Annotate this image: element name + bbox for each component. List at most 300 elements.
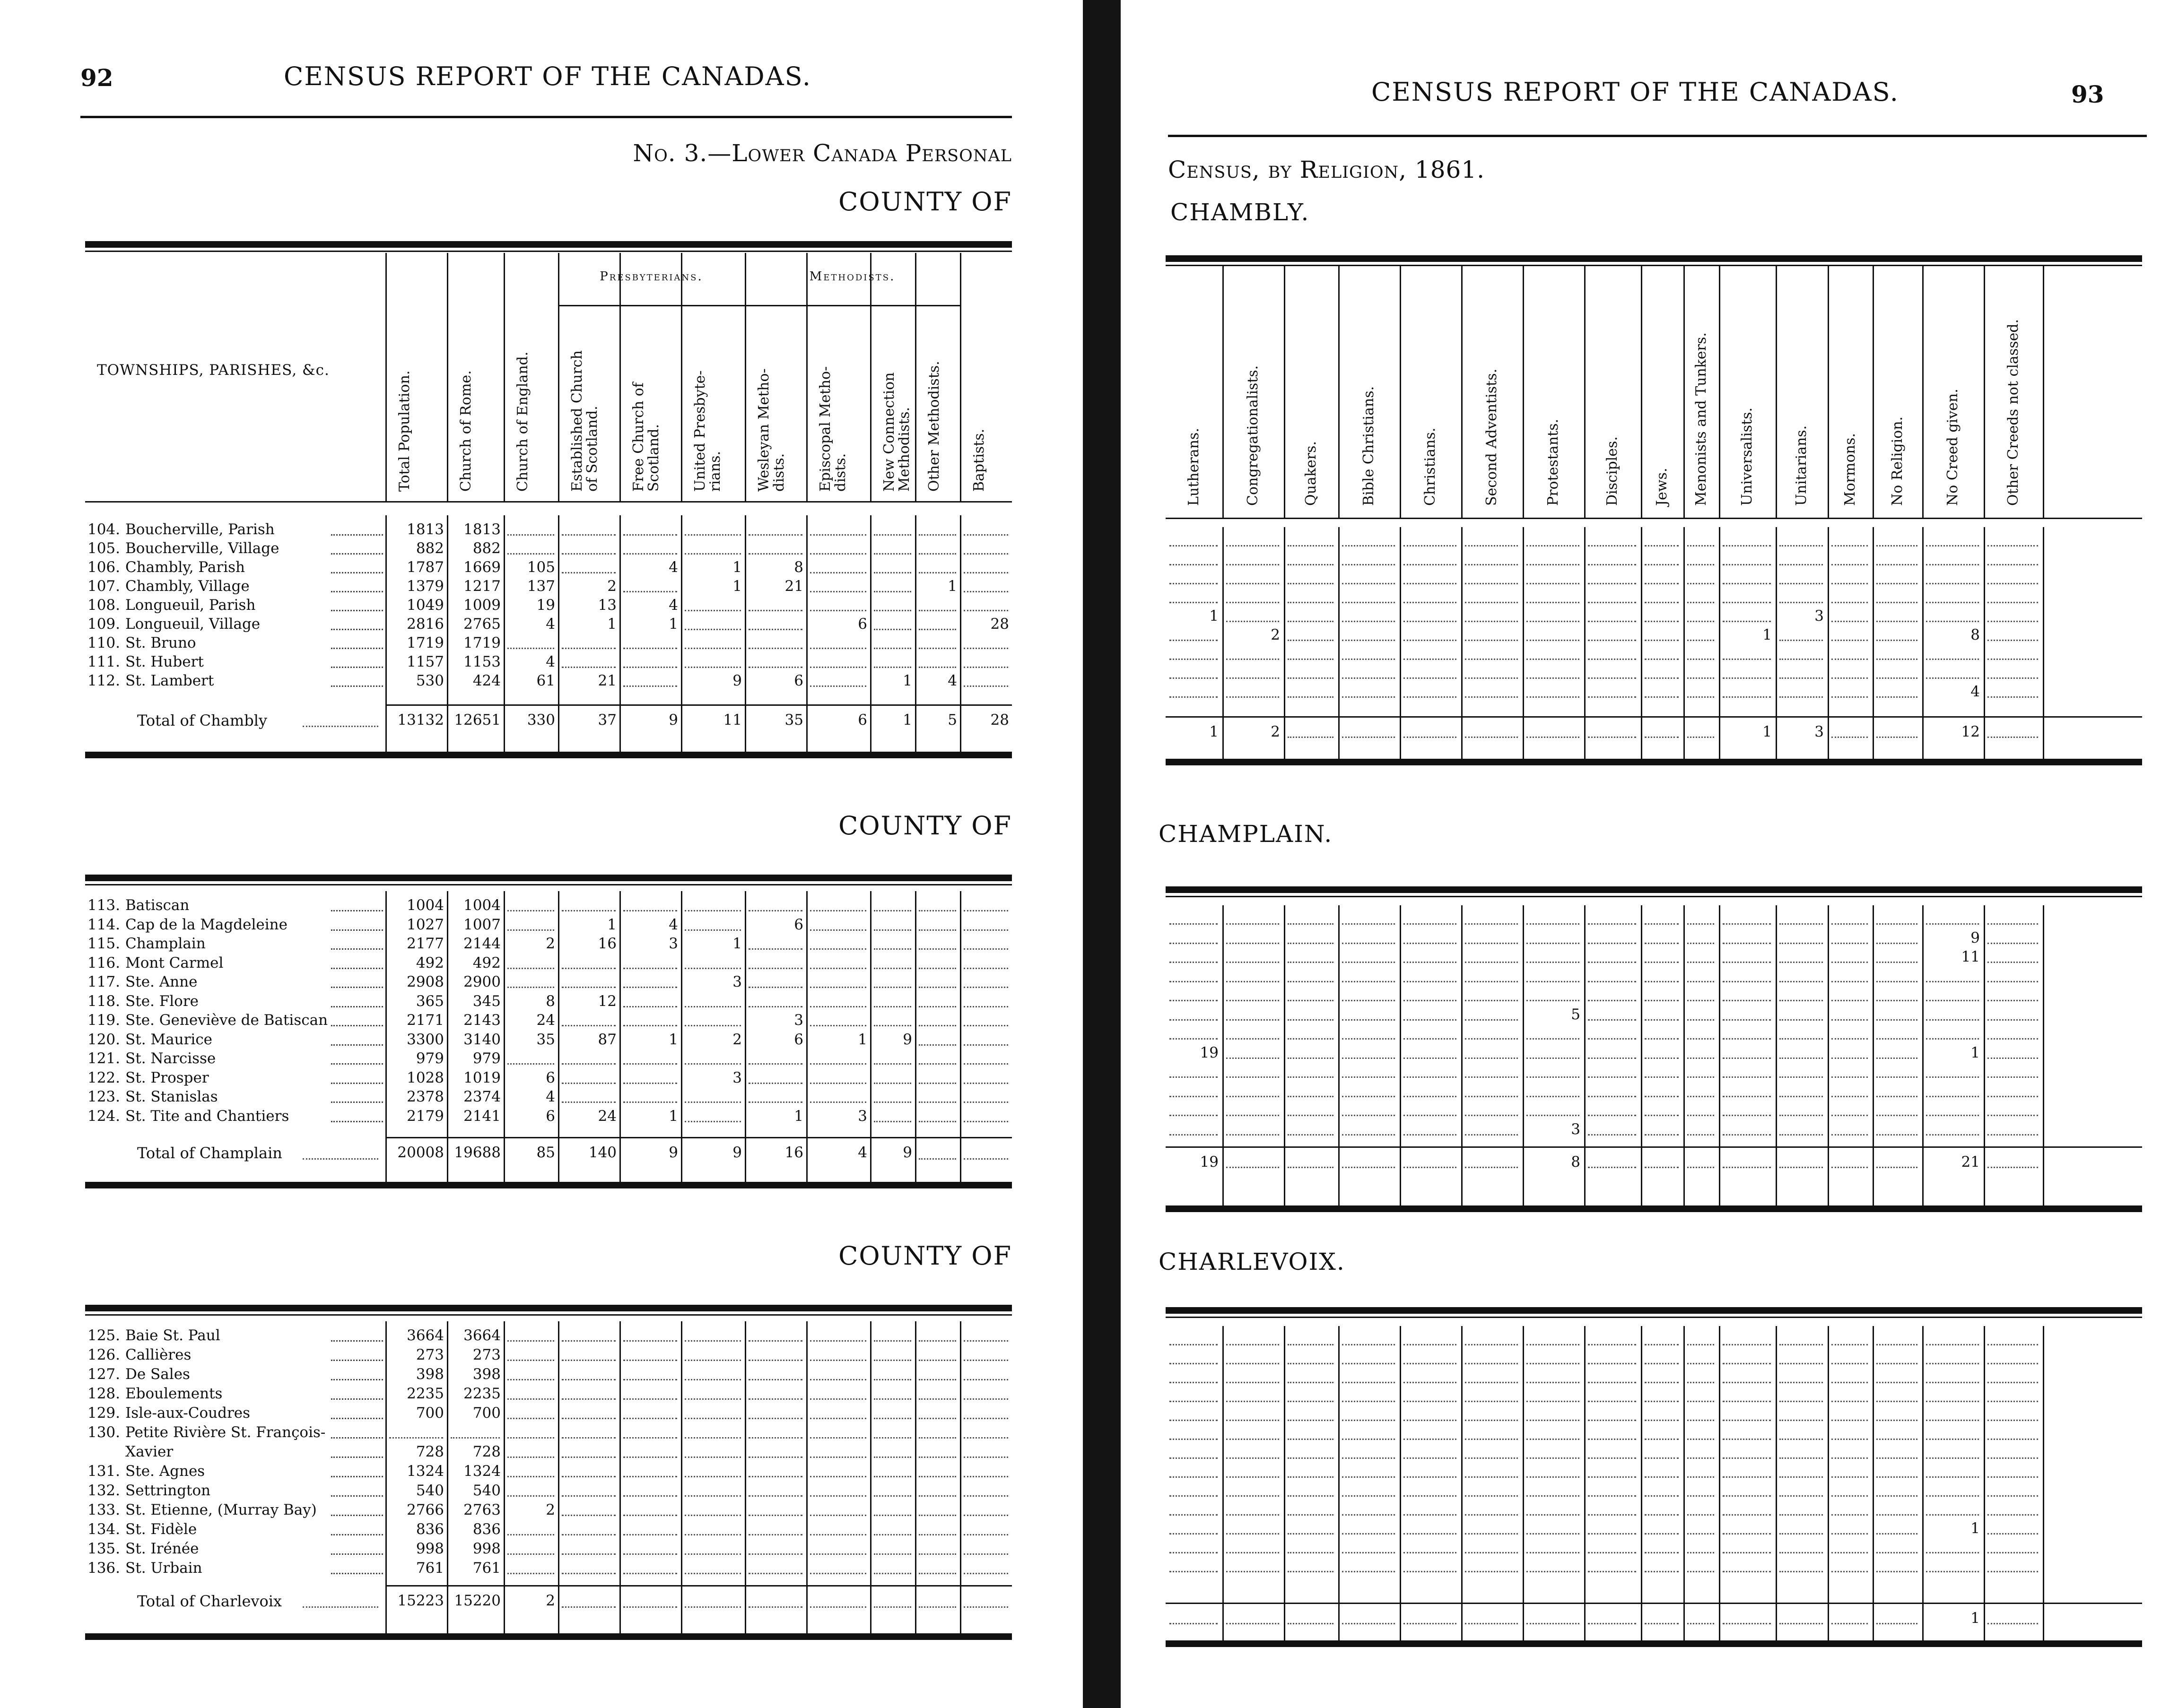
empty-cell-dots	[1645, 962, 1679, 963]
empty-cell-dots	[1403, 1401, 1456, 1402]
empty-cell-dots	[623, 1006, 677, 1007]
empty-cell-dots	[507, 648, 554, 649]
empty-cell-dots	[1723, 981, 1771, 982]
empty-cell-dots	[1926, 1457, 1979, 1459]
empty-cell-dots	[1288, 1382, 1333, 1383]
empty-cell-dots	[964, 1006, 1008, 1007]
empty-cell-dots	[1645, 1096, 1679, 1097]
empty-cell-dots	[562, 667, 616, 668]
cell-value: 3300	[407, 1031, 444, 1048]
row-name: St. Tite and Chantiers	[125, 1107, 289, 1125]
header-column-rule	[1984, 265, 1985, 518]
empty-cell-dots	[749, 1360, 802, 1361]
empty-cell-dots	[749, 948, 802, 950]
empty-cell-dots	[623, 987, 677, 988]
cell-value: 137	[527, 578, 555, 595]
empty-cell-dots	[1987, 1401, 2038, 1402]
empty-cell-dots	[1987, 1019, 2038, 1021]
empty-cell-dots	[810, 968, 866, 969]
empty-cell-dots	[1926, 1571, 1979, 1572]
empty-cell-dots	[1465, 545, 1518, 546]
leader-dots	[331, 948, 383, 950]
header-column-rule	[1523, 265, 1524, 518]
empty-cell-dots	[1526, 1571, 1579, 1572]
empty-cell-dots	[1987, 659, 2038, 660]
empty-cell-dots	[964, 1063, 1008, 1065]
empty-cell-dots	[1723, 1457, 1771, 1459]
empty-cell-dots	[749, 1476, 802, 1477]
empty-cell-dots	[1876, 583, 1917, 584]
county-of-label: COUNTY OF	[838, 1241, 1012, 1271]
empty-cell-dots	[507, 1476, 554, 1477]
empty-cell-dots	[1288, 1495, 1333, 1497]
empty-cell-dots	[1588, 962, 1636, 963]
empty-cell-dots	[1987, 1420, 2038, 1421]
cell-value: 2	[607, 578, 617, 595]
empty-cell-dots	[1465, 659, 1518, 660]
cell-value: 979	[472, 1050, 501, 1067]
total-value: 140	[588, 1144, 617, 1161]
empty-cell-dots	[1403, 981, 1456, 982]
empty-cell-dots	[1687, 1038, 1714, 1040]
empty-cell-dots	[623, 553, 677, 555]
table-row	[85, 1500, 1012, 1519]
book-gutter	[1083, 0, 1121, 1708]
table-row	[85, 915, 1012, 934]
empty-cell-dots	[1465, 1058, 1518, 1059]
empty-cell-dots	[749, 1457, 802, 1458]
column-header: Unitarians.	[1793, 425, 1810, 506]
empty-cell-dots	[685, 1573, 741, 1574]
group-rule-presbyterians	[558, 305, 745, 306]
empty-cell-dots	[1987, 1115, 2038, 1116]
empty-cell-dots	[874, 910, 911, 911]
column-rule	[1284, 905, 1285, 1205]
empty-cell-dots	[1987, 696, 2038, 698]
empty-cell-dots	[1987, 981, 2038, 982]
empty-cell-dots	[1831, 1401, 1868, 1402]
empty-cell-dots	[1169, 1457, 1218, 1459]
empty-cell-dots	[1465, 696, 1518, 698]
empty-cell-dots	[810, 1340, 866, 1342]
cell-value: 1	[732, 578, 742, 595]
leader-dots	[331, 1063, 383, 1065]
total-value: 8	[1571, 1153, 1580, 1170]
leader-dots	[331, 1360, 383, 1361]
empty-cell-dots	[1588, 1096, 1636, 1097]
empty-cell-dots	[874, 1006, 911, 1007]
empty-cell-dots	[1779, 1167, 1823, 1168]
empty-cell-dots	[1226, 1420, 1279, 1421]
empty-cell-dots	[964, 1457, 1008, 1458]
row-number: 126.	[87, 1346, 120, 1363]
empty-cell-dots	[1831, 1439, 1868, 1440]
empty-cell-dots	[1526, 1457, 1579, 1459]
empty-cell-dots	[1465, 981, 1518, 982]
empty-cell-dots	[1342, 640, 1395, 641]
empty-cell-dots	[1169, 962, 1218, 963]
empty-cell-dots	[1645, 1476, 1679, 1478]
empty-cell-dots	[749, 1340, 802, 1342]
empty-cell-dots	[1226, 981, 1279, 982]
empty-cell-dots	[507, 1437, 554, 1439]
empty-cell-dots	[1987, 1533, 2038, 1535]
empty-cell-dots	[1588, 1363, 1636, 1364]
row-name: St. Lambert	[125, 672, 214, 689]
empty-cell-dots	[1226, 1552, 1279, 1553]
cell-value: 3140	[463, 1031, 501, 1048]
empty-cell-dots	[1226, 1344, 1279, 1345]
empty-cell-dots	[1779, 1420, 1823, 1421]
header-column-rule	[619, 253, 621, 501]
cell-value: 1	[669, 1107, 678, 1125]
empty-cell-dots	[1645, 677, 1679, 679]
empty-cell-dots	[874, 572, 911, 573]
cell-value: 21	[598, 672, 617, 689]
empty-cell-dots	[1687, 943, 1714, 944]
empty-cell-dots	[507, 1534, 554, 1535]
empty-cell-dots	[810, 910, 866, 911]
empty-cell-dots	[1831, 1495, 1868, 1497]
empty-cell-dots	[964, 1553, 1008, 1555]
empty-cell-dots	[1588, 583, 1636, 584]
empty-cell-dots	[1588, 640, 1636, 641]
column-header: Disciples.	[1604, 436, 1621, 506]
column-rule	[1461, 905, 1463, 1205]
table-rule-top-2	[85, 1314, 1012, 1316]
empty-cell-dots	[562, 1101, 616, 1103]
cell-value: 1324	[407, 1463, 444, 1480]
empty-cell-dots	[1645, 1552, 1679, 1553]
empty-cell-dots	[1876, 677, 1917, 679]
empty-cell-dots	[623, 534, 677, 536]
row-number: 127.	[87, 1366, 120, 1383]
cell-value: 1	[903, 672, 912, 689]
cell-value: 1	[948, 578, 957, 595]
row-number: 134.	[87, 1521, 120, 1538]
column-rule	[1984, 1326, 1985, 1640]
empty-cell-dots	[1687, 564, 1714, 565]
cell-value: 4	[669, 559, 678, 576]
empty-cell-dots	[1876, 1571, 1917, 1572]
empty-cell-dots	[874, 1025, 911, 1026]
table-row	[85, 652, 1012, 671]
cell-value: 12	[598, 992, 617, 1010]
empty-cell-dots	[919, 1534, 956, 1535]
empty-cell-dots	[919, 629, 956, 630]
cell-value: 761	[416, 1560, 444, 1577]
empty-cell-dots	[1526, 1096, 1579, 1097]
empty-cell-dots	[1342, 1495, 1395, 1497]
empty-cell-dots	[623, 1553, 677, 1555]
cell-value: 4	[546, 616, 555, 633]
cell-value: 700	[416, 1405, 444, 1422]
empty-cell-dots	[1288, 640, 1333, 641]
cell-value: 28	[990, 616, 1009, 633]
empty-cell-dots	[1526, 1115, 1579, 1116]
empty-cell-dots	[1403, 1058, 1456, 1059]
empty-cell-dots	[1342, 564, 1395, 565]
empty-cell-dots	[1645, 1167, 1679, 1168]
column-rule	[2043, 527, 2044, 759]
empty-cell-dots	[1779, 1134, 1823, 1136]
empty-cell-dots	[1876, 1363, 1917, 1364]
empty-cell-dots	[1169, 1495, 1218, 1497]
empty-cell-dots	[562, 1457, 616, 1458]
empty-cell-dots	[1342, 1096, 1395, 1097]
row-name: St. Maurice	[125, 1031, 213, 1048]
empty-cell-dots	[1465, 1514, 1518, 1516]
empty-cell-dots	[1876, 659, 1917, 660]
empty-cell-dots	[964, 929, 1008, 931]
empty-cell-dots	[919, 1437, 956, 1439]
empty-cell-dots	[1526, 1495, 1579, 1497]
header-column-rule	[1922, 265, 1924, 518]
table-rule-top	[1166, 1307, 2142, 1314]
leader-dots	[331, 591, 383, 592]
empty-cell-dots	[685, 1379, 741, 1380]
empty-cell-dots	[1169, 1382, 1218, 1383]
empty-cell-dots	[1687, 1344, 1714, 1345]
empty-cell-dots	[1526, 1476, 1579, 1478]
empty-cell-dots	[1342, 1076, 1395, 1078]
cell-value: 4	[1970, 683, 1980, 700]
empty-cell-dots	[1288, 621, 1333, 622]
cell-value: 3	[732, 973, 742, 990]
empty-cell-dots	[1588, 1000, 1636, 1001]
table-rule-top	[85, 875, 1012, 881]
column-rule	[1400, 905, 1401, 1205]
row-number: 115.	[87, 935, 120, 952]
cell-value: 2766	[407, 1501, 444, 1518]
empty-cell-dots	[562, 1606, 616, 1608]
row-name: Boucherville, Village	[125, 540, 279, 557]
empty-cell-dots	[562, 1476, 616, 1477]
column-rule	[1338, 527, 1340, 759]
empty-cell-dots	[1342, 1134, 1395, 1136]
empty-cell-dots	[1342, 1533, 1395, 1535]
empty-cell-dots	[1526, 1363, 1579, 1364]
leader-dots	[331, 1398, 383, 1400]
empty-cell-dots	[1169, 943, 1218, 944]
total-value: 15223	[397, 1592, 444, 1609]
empty-cell-dots	[1288, 1115, 1333, 1116]
empty-cell-dots	[1588, 981, 1636, 982]
empty-cell-dots	[1288, 1457, 1333, 1459]
empty-cell-dots	[1526, 677, 1579, 679]
empty-cell-dots	[1226, 677, 1279, 679]
empty-cell-dots	[964, 1437, 1008, 1439]
row-number: 113.	[87, 897, 120, 914]
empty-cell-dots	[919, 1606, 956, 1608]
leader-dots	[303, 1158, 378, 1160]
empty-cell-dots	[1526, 583, 1579, 584]
cell-value: 2141	[463, 1107, 501, 1125]
empty-cell-dots	[1465, 564, 1518, 565]
column-header: New Connection Methodists.	[881, 372, 913, 492]
empty-cell-dots	[1342, 1401, 1395, 1402]
empty-cell-dots	[1987, 1439, 2038, 1440]
empty-cell-dots	[1987, 602, 2038, 603]
empty-cell-dots	[1645, 1058, 1679, 1059]
empty-cell-dots	[1403, 1439, 1456, 1440]
empty-cell-dots	[1779, 583, 1823, 584]
total-value: 16	[784, 1144, 803, 1161]
total-value: 4	[858, 1144, 867, 1161]
cell-value: 700	[472, 1405, 501, 1422]
empty-cell-dots	[1403, 1495, 1456, 1497]
empty-cell-dots	[810, 648, 866, 649]
cell-value: 1153	[463, 653, 501, 670]
cell-value: 998	[472, 1540, 501, 1557]
empty-cell-dots	[1465, 1363, 1518, 1364]
empty-cell-dots	[1831, 696, 1868, 698]
column-rule	[1641, 905, 1642, 1205]
empty-cell-dots	[685, 1606, 741, 1608]
header-column-rule	[960, 253, 961, 501]
empty-cell-dots	[1169, 640, 1218, 641]
cell-value: 1	[794, 1107, 803, 1125]
row-name: Champlain	[125, 935, 206, 952]
empty-cell-dots	[1342, 1420, 1395, 1421]
row-number: 130.	[87, 1424, 120, 1441]
cell-value: 1	[1209, 607, 1219, 624]
empty-cell-dots	[749, 1101, 802, 1103]
empty-cell-dots	[1831, 981, 1868, 982]
row-name: Longueuil, Village	[125, 616, 261, 633]
empty-cell-dots	[964, 910, 1008, 911]
empty-cell-dots	[1288, 659, 1333, 660]
empty-cell-dots	[1588, 1134, 1636, 1136]
empty-cell-dots	[1723, 1495, 1771, 1497]
empty-cell-dots	[919, 1495, 956, 1497]
empty-cell-dots	[1588, 1533, 1636, 1535]
empty-cell-dots	[1226, 1571, 1279, 1572]
empty-cell-dots	[1687, 640, 1714, 641]
empty-cell-dots	[1987, 564, 2038, 565]
empty-cell-dots	[1288, 737, 1333, 738]
total-value: 9	[732, 1144, 742, 1161]
empty-cell-dots	[810, 1360, 866, 1361]
cell-value: 3	[669, 935, 678, 952]
empty-cell-dots	[749, 667, 802, 668]
empty-cell-dots	[1465, 621, 1518, 622]
cell-value: 365	[416, 992, 444, 1010]
empty-cell-dots	[685, 1063, 741, 1065]
empty-cell-dots	[1831, 962, 1868, 963]
leader-dots	[331, 1101, 383, 1103]
cell-value: 6	[858, 616, 867, 633]
row-name: Isle-aux-Coudres	[125, 1405, 251, 1422]
empty-cell-dots	[919, 987, 956, 988]
header-column-rule	[558, 253, 559, 501]
cell-value: 540	[472, 1482, 501, 1499]
empty-cell-dots	[1226, 943, 1279, 944]
total-value: 13132	[397, 711, 444, 728]
empty-cell-dots	[1526, 981, 1579, 982]
empty-cell-dots	[507, 1340, 554, 1342]
empty-cell-dots	[919, 1476, 956, 1477]
leader-dots	[331, 1121, 383, 1122]
empty-cell-dots	[1687, 1076, 1714, 1078]
empty-cell-dots	[1687, 1420, 1714, 1421]
empty-cell-dots	[810, 1476, 866, 1477]
table-title-left: No. 3.—Lower Canada Personal	[633, 139, 1012, 167]
empty-cell-dots	[1987, 1476, 2038, 1478]
table-row	[85, 896, 1012, 915]
cell-value: 13	[598, 597, 617, 614]
empty-cell-dots	[1876, 1552, 1917, 1553]
column-header: Mormons.	[1841, 433, 1858, 506]
total-value: 35	[784, 711, 803, 728]
empty-cell-dots	[623, 1360, 677, 1361]
empty-cell-dots	[1831, 677, 1868, 679]
column-header: Second Adventists.	[1483, 368, 1500, 506]
empty-cell-dots	[1645, 564, 1679, 565]
empty-cell-dots	[1926, 1420, 1979, 1421]
empty-cell-dots	[810, 1379, 866, 1380]
empty-cell-dots	[919, 1340, 956, 1342]
empty-cell-dots	[1926, 1382, 1979, 1383]
empty-cell-dots	[1588, 1382, 1636, 1383]
total-value: 6	[858, 711, 867, 728]
empty-cell-dots	[623, 1476, 677, 1477]
empty-cell-dots	[1723, 1514, 1771, 1516]
table-row	[85, 1384, 1012, 1403]
empty-cell-dots	[810, 610, 866, 611]
empty-cell-dots	[1465, 1134, 1518, 1136]
empty-cell-dots	[810, 948, 866, 950]
total-value: 9	[669, 711, 678, 728]
empty-cell-dots	[1526, 1401, 1579, 1402]
cell-value: 19	[536, 597, 555, 614]
empty-cell-dots	[1588, 1476, 1636, 1478]
leader-dots	[331, 1515, 383, 1516]
total-value: 85	[536, 1144, 555, 1161]
empty-cell-dots	[1226, 962, 1279, 963]
empty-cell-dots	[685, 534, 741, 536]
cell-value: 3	[1814, 607, 1824, 624]
empty-cell-dots	[685, 1418, 741, 1419]
empty-cell-dots	[623, 1063, 677, 1065]
row-name: Mont Carmel	[125, 954, 224, 971]
total-value: 19	[1200, 1153, 1219, 1170]
empty-cell-dots	[1723, 1382, 1771, 1383]
empty-cell-dots	[749, 1418, 802, 1419]
empty-cell-dots	[1526, 923, 1579, 925]
empty-cell-dots	[1288, 1439, 1333, 1440]
total-rule	[1166, 1603, 2142, 1604]
leader-dots	[331, 1025, 383, 1026]
empty-cell-dots	[1588, 621, 1636, 622]
cell-value: 8	[1970, 626, 1980, 643]
empty-cell-dots	[1465, 923, 1518, 925]
empty-cell-dots	[1876, 981, 1917, 982]
empty-cell-dots	[623, 1515, 677, 1516]
header-column-rule	[1400, 265, 1401, 518]
empty-cell-dots	[1831, 1623, 1868, 1624]
empty-cell-dots	[749, 1437, 802, 1439]
cell-value: 4	[948, 672, 957, 689]
cell-value: 1813	[407, 521, 444, 538]
empty-cell-dots	[1169, 677, 1218, 679]
empty-cell-dots	[1926, 1096, 1979, 1097]
empty-cell-dots	[562, 1063, 616, 1065]
empty-cell-dots	[623, 1573, 677, 1574]
cell-value: 424	[472, 672, 501, 689]
header-column-rule	[1719, 265, 1720, 518]
empty-cell-dots	[1169, 1076, 1218, 1078]
